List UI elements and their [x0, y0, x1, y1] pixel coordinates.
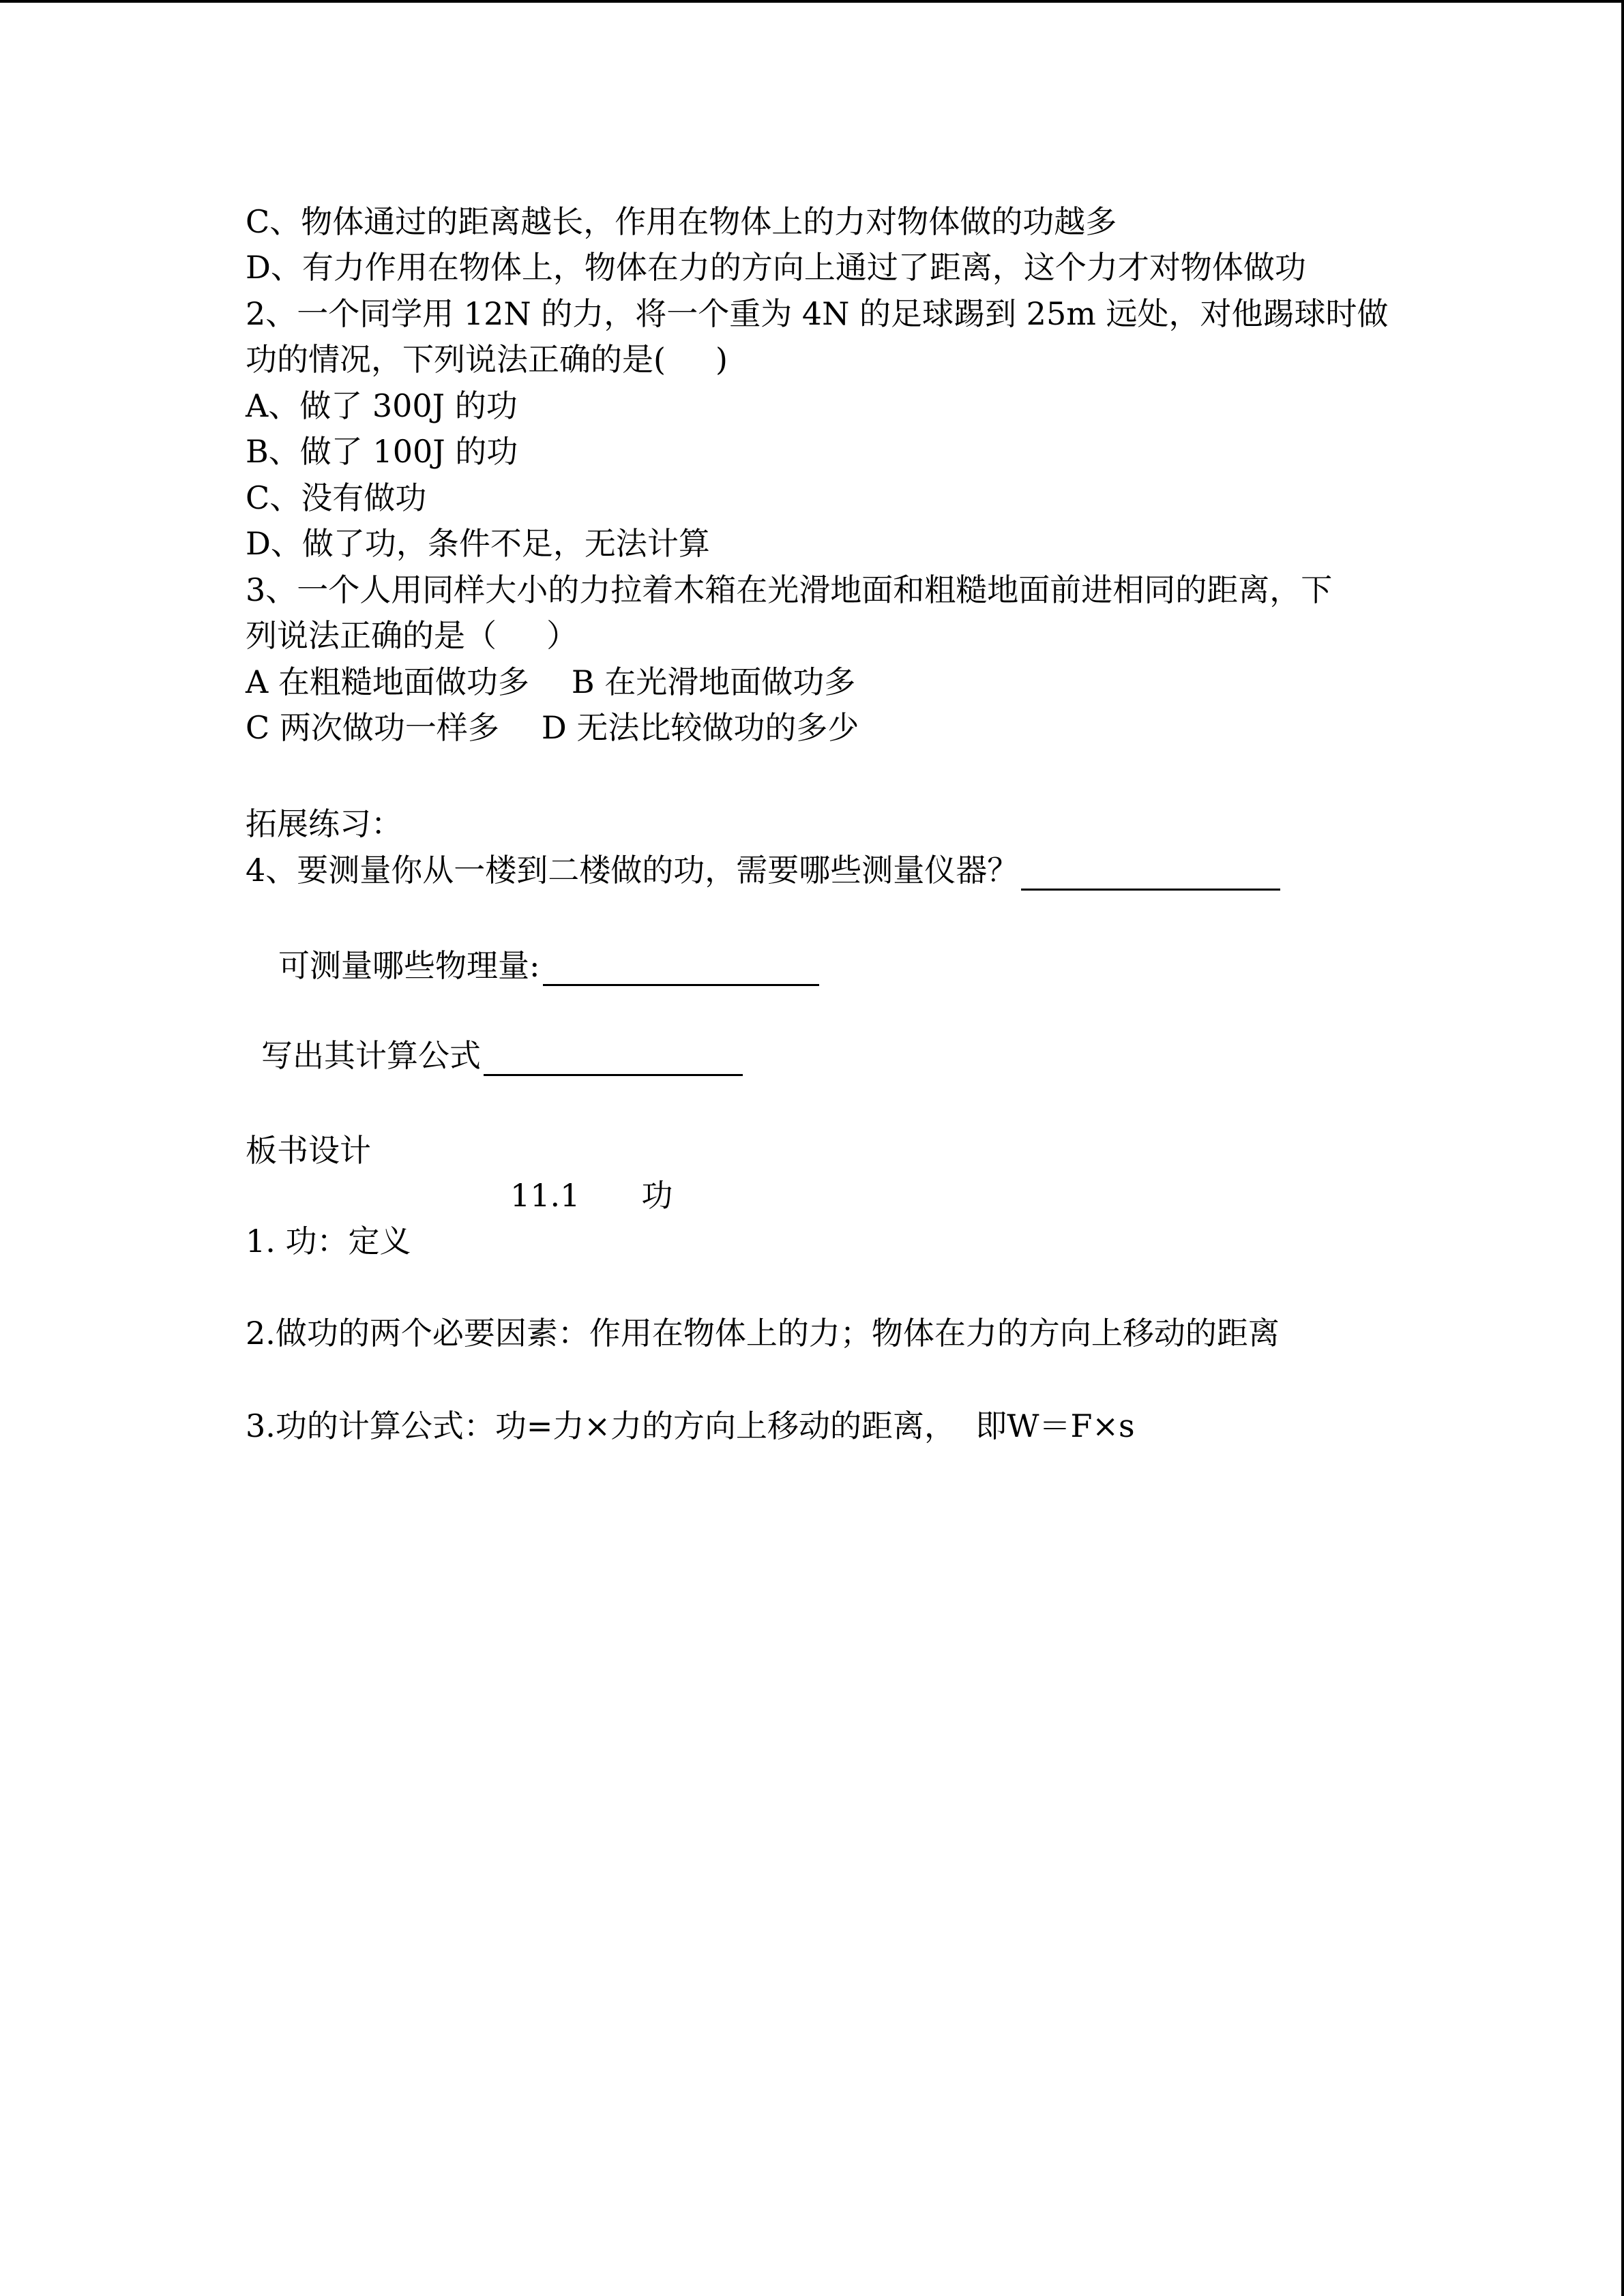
board-design-heading: 板书设计 — [246, 1132, 371, 1169]
q1-option-d: D、有力作用在物体上，物体在力的方向上通过了距离，这个力才对物体做功 — [246, 249, 1306, 286]
q3-stem-line1: 3、一个人用同样大小的力拉着木箱在光滑地面和粗糙地面前进相同的距离，下 — [246, 571, 1333, 608]
q2-stem-line1: 2、一个同学用 12N 的力，将一个重为 4N 的足球踢到 25m 远处，对他踢球时做 — [246, 295, 1389, 332]
board-item-1: 1. 功：定义 — [246, 1223, 411, 1259]
q4-formula-blank[interactable] — [484, 1041, 743, 1076]
board-item-3: 3.功的计算公式：功=力×力的方向上移动的距离， 即W＝F×s — [246, 1407, 1135, 1444]
q2-stem-line2: 功的情况，下列说法正确的是( ) — [246, 341, 728, 378]
q2-option-c: C、没有做功 — [246, 479, 427, 516]
q4-quantities-line — [278, 945, 819, 986]
q2-option-b: B、做了 100J 的功 — [246, 433, 518, 470]
board-section-title — [510, 1175, 673, 1216]
q4-text: 4、要测量你从一楼到二楼做的功，需要哪些测量仪器？ — [246, 852, 1019, 889]
q4-formula-label: 写出其计算公式 — [261, 1037, 481, 1074]
q1-option-c: C、物体通过的距离越长，作用在物体上的力对物体做的功越多 — [246, 203, 1117, 240]
q3-option-c: C 两次做功一样多 — [246, 709, 499, 746]
q3-stem-line2: 列说法正确的是（ ） — [246, 617, 578, 654]
q2-option-a: A、做了 300J 的功 — [246, 387, 518, 424]
q2-option-d: D、做了功，条件不足，无法计算 — [246, 525, 710, 562]
q4-formula-line — [261, 1035, 743, 1076]
q3-option-d: D 无法比较做功的多少 — [541, 709, 859, 746]
extension-heading: 拓展练习： — [246, 805, 402, 842]
q3-options-ab — [246, 661, 855, 702]
q4-quantities-blank[interactable] — [543, 951, 819, 986]
section-number: 11.1 — [510, 1177, 580, 1214]
q3-option-b: B 在光滑地面做功多 — [571, 664, 856, 700]
section-title: 功 — [641, 1177, 673, 1214]
right-border — [1621, 0, 1624, 2296]
board-item-2: 2.做功的两个必要因素：作用在物体上的力；物体在力的方向上移动的距离 — [246, 1315, 1280, 1352]
q4-quantities-label: 可测量哪些物理量: — [278, 947, 540, 984]
q3-option-a: A 在粗糙地面做功多 — [246, 664, 529, 700]
top-border — [0, 0, 1624, 3]
q4-question — [246, 850, 1280, 891]
q4-instruments-blank[interactable] — [1021, 856, 1280, 891]
q3-options-cd — [246, 707, 859, 748]
